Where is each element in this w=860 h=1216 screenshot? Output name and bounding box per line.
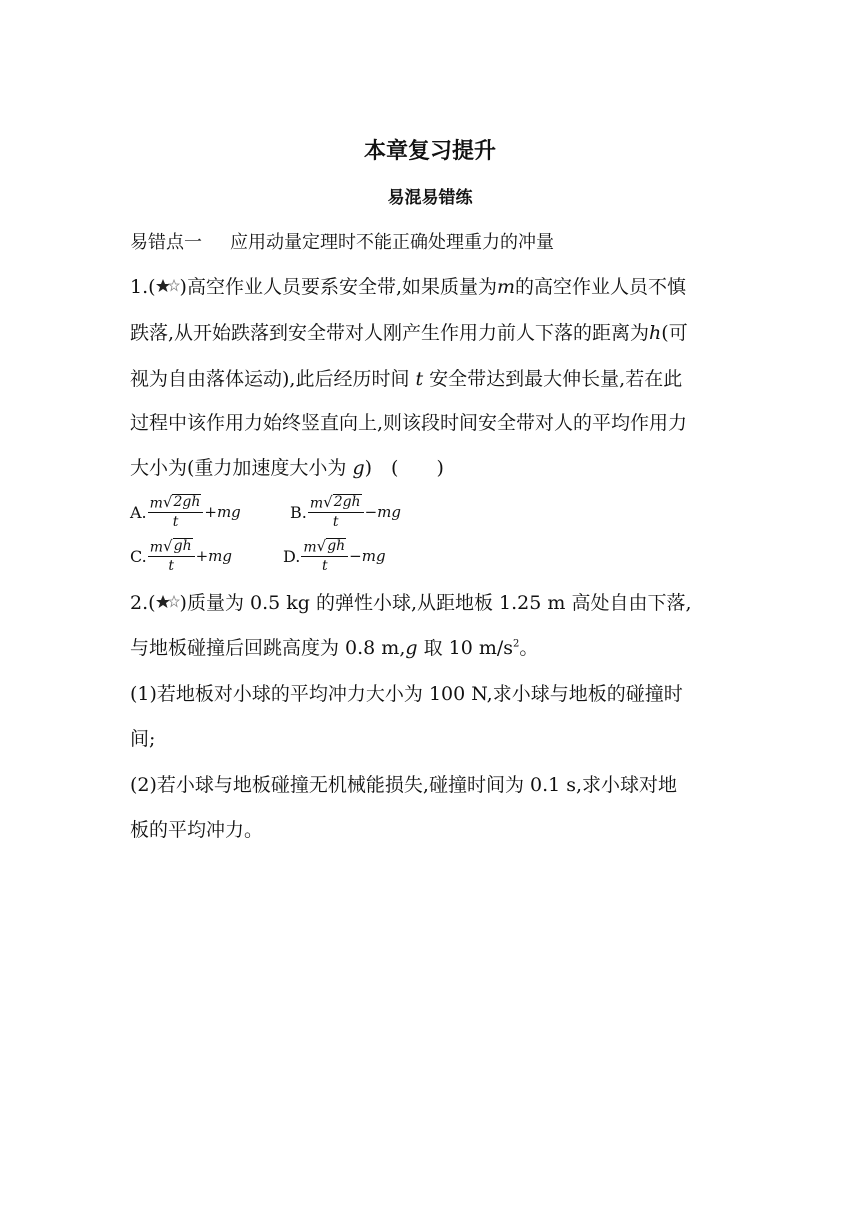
- option-tail: −mg: [364, 503, 401, 522]
- option-label: A.: [130, 502, 147, 522]
- fraction: m √ 2gh t: [308, 494, 364, 530]
- option-d[interactable]: [283, 538, 386, 574]
- q2-line1-text: 质量为 0.5 kg 的弹性小球,从距地板 1.25 m 高处自由下落,: [186, 592, 692, 614]
- q2-part2-line1: (2)若小球与地板碰撞无机械能损失,碰撞时间为 0.1 s,求小球对地: [130, 774, 678, 796]
- star-difficulty-icon: [156, 594, 180, 610]
- section-subtitle: 易混易错练: [387, 188, 473, 208]
- option-label: C.: [130, 546, 147, 566]
- exponent: 2: [513, 638, 520, 650]
- q1-line-5: [130, 453, 444, 480]
- q2-line2-a: 与地板碰撞后回跳高度为 0.8 m,: [130, 637, 406, 659]
- q1-line5-b: ) ( ): [364, 457, 444, 479]
- var-t: t: [415, 368, 424, 390]
- q1-line2-b: (可: [661, 322, 688, 344]
- error-point-heading: [130, 228, 554, 254]
- denominator: t: [172, 514, 179, 531]
- page-title: 本章复习提升: [363, 139, 496, 164]
- denominator: t: [332, 514, 339, 531]
- var-h: h: [649, 322, 662, 344]
- numerator-prefix: m: [309, 495, 324, 512]
- q2-part2-line2: 板的平均冲力。: [130, 819, 264, 841]
- q2-part1-line2: 间;: [130, 728, 156, 750]
- var-g: g: [405, 637, 418, 659]
- q2-line2-c: 。: [519, 637, 539, 659]
- fraction: m √ gh t: [148, 538, 195, 574]
- q1-stem-a: 高空作业人员要系安全带,如果质量为: [186, 276, 498, 298]
- q2-close: ): [179, 592, 187, 614]
- fraction: m √ gh t: [301, 538, 348, 574]
- q2-part1-line1: (1)若地板对小球的平均冲力大小为 100 N,求小球与地板的碰撞时: [130, 683, 683, 705]
- q2-line-2: [130, 633, 538, 660]
- radicand: 2gh: [333, 494, 361, 510]
- star-difficulty-icon: [156, 278, 180, 294]
- q1-line-4: 过程中该作用力始终竖直向上,则该段时间安全带对人的平均作用力: [130, 412, 688, 434]
- numerator-prefix: m: [303, 539, 317, 556]
- q2-line2-b: 取 10 m/s: [417, 637, 513, 659]
- q1-number: 1.(: [130, 276, 156, 298]
- option-c[interactable]: [130, 538, 232, 574]
- radicand: 2gh: [173, 494, 201, 510]
- radicand: gh: [327, 538, 346, 554]
- radicand: gh: [173, 538, 192, 554]
- q1-stem-b: 的高空作业人员不慎: [515, 276, 687, 298]
- option-tail: +mg: [195, 547, 232, 566]
- q1-line3-a: 视为自由落体运动),此后经历时间: [130, 368, 416, 390]
- option-label: D.: [283, 546, 301, 566]
- numerator-prefix: m: [149, 495, 163, 512]
- option-label: B.: [290, 502, 307, 522]
- denominator: t: [168, 558, 174, 575]
- q1-line3-b: 安全带达到最大伸长量,若在此: [423, 368, 683, 390]
- fraction: m √ 2gh t: [148, 494, 204, 530]
- option-b[interactable]: [290, 494, 401, 530]
- option-tail: +mg: [204, 503, 241, 522]
- q1-line-3: [130, 364, 682, 391]
- numerator-prefix: m: [149, 539, 164, 556]
- error-point-text: 应用动量定理时不能正确处理重力的冲量: [230, 232, 554, 253]
- option-a[interactable]: [130, 494, 241, 530]
- denominator: t: [321, 558, 328, 575]
- error-point-label: 易错点一: [130, 232, 202, 253]
- q2-number: 2.(: [130, 592, 156, 614]
- q1-line-1: [130, 272, 686, 299]
- var-m: m: [497, 276, 516, 298]
- q1-line-2: [130, 318, 688, 345]
- q1-close: ): [179, 276, 187, 298]
- q2-line-1: [130, 588, 692, 615]
- q1-line2-a: 跌落,从开始跌落到安全带对人刚产生作用力前人下落的距离为: [130, 322, 650, 344]
- var-g: g: [352, 457, 365, 479]
- option-tail: −mg: [349, 547, 386, 566]
- q1-line5-a: 大小为(重力加速度大小为: [130, 457, 353, 479]
